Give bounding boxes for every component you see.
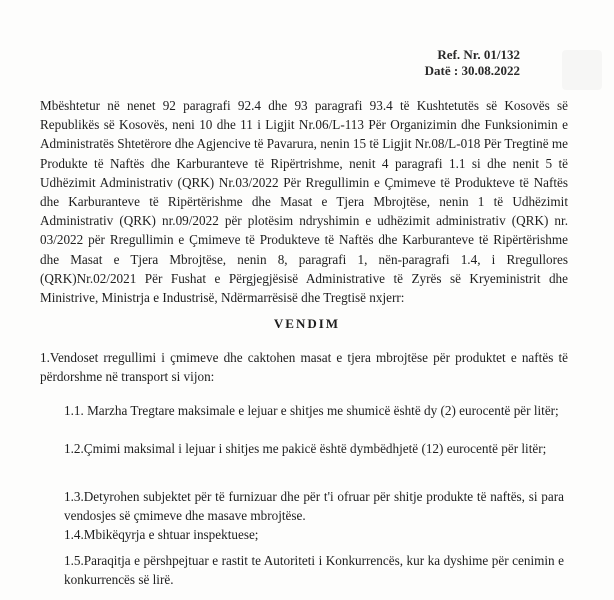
list-item: 1.5.Paraqitja e përshpejtuar e rastit te Autoriteti i Konkurrencës, kur ka dyshime për cenimin e konkurrencës së lirë. [64, 553, 564, 587]
list-item: 1.3.Detyrohen subjektet për të furnizuar dhe për t'i ofruar për shitje produkte të naftës, si para vendosjes së çmimeve dhe masave mbrojtëse. [64, 489, 564, 523]
reference-number: Ref. Nr. 01/132 [437, 47, 520, 62]
document-date: Datë : 30.08.2022 [424, 63, 520, 78]
decision-heading: VENDIM [273, 316, 341, 331]
stamp-mark [562, 50, 602, 90]
list-item: 1.1. Marzha Tregtare maksimale e lejuar e shitjes me shumicë është dy (2) eurocentë për litër; [64, 403, 559, 418]
reference-block [425, 47, 520, 79]
preamble-text: Mbështetur në nenet 92 paragrafi 92.4 dhe 93 paragrafi 93.4 të Kushtetutës së Kosovës së Republikës së Kosovës, neni 10 dhe 11 i Ligjit Nr.06/L-113 Për Organizimin dhe Funksionimin e Administratës Shtetërore dhe Agjencive të Pavarura, nenin 15 të Ligjit Nr.08/L-018 Për Tregtinë me Produkte të Naftës dhe Karburanteve të Ripërtrishme, nenit 4 paragrafi 1.1 si dhe nenit 5 të Udhëzimit Administrativ (QRK) Nr.03/2022 Për Rregullimin e Çmimeve të Produkteve të Naftës dhe Karburanteve të Ripërtërishme dhe Masat e Tjera Mbrojtëse, nenin 1 të Udhëzimit Administrativ (QRK) nr.09/2022 për plotësim ndryshimin e udhëzimit administrativ (QRK) nr. 03/2022 për Rregullimin e Çmimeve të Produkteve të Naftës dhe Karburanteve të Ripërtërishme dhe Masat e Tjera Mbrojtëse, nenin 8, paragrafi 1, nën-paragrafi 1.4, i Rregullores (QRK)Nr.02/2021 Për Fushat e Përgjegjësisë Administrative të Zyrës së Kryeministrit dhe Ministrive, Ministrja e Industrisë, Ndërmarrësisë dhe Tregtisë nxjerr: [40, 98, 568, 306]
decision-intro: 1.Vendoset rregullimi i çmimeve dhe caktohen masat e tjera mbrojtëse për produktet e naftës të përdorshme në transport si vijon: [40, 350, 568, 384]
list-item: 1.4.Mbikëqyrja e shtuar inspektuese; [64, 527, 259, 542]
preamble [40, 96, 568, 307]
list-item: 1.2.Çmimi maksimal i lejuar i shitjes me pakicë është dymbëdhjetë (12) eurocentë për litër; [64, 441, 547, 456]
